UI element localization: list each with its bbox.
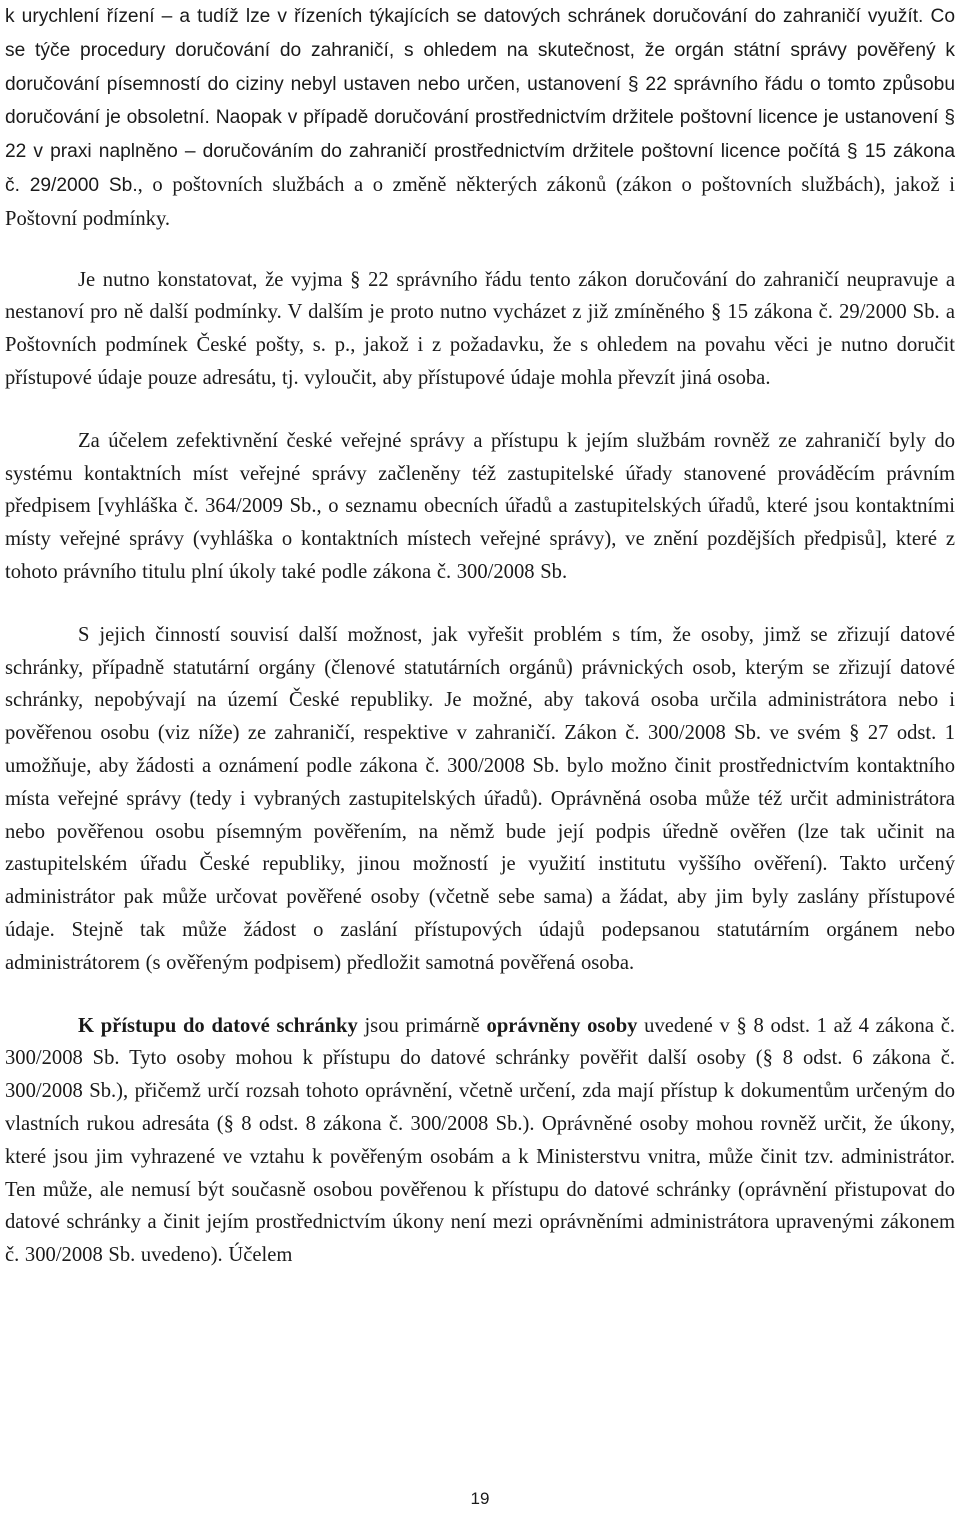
paragraph-fragment: uvedené v § 8 odst. 1 až 4 zákona č. 300/2008 Sb. Tyto osoby mohou k přístupu do datové schránky pověřit další osoby (§ 8 odst. 6 zákona č. 300/2008 Sb.), přičemž určí rozsah tohoto oprávnění, včetně určení, zda mají přístup k dokumentům určeným do vlastních rukou adresáta (§ 8 odst. 8 zákona č. 300/2008 Sb.). Oprávněné osoby mohou rovněž určit, že úkony, které jsou jim vyhrazené ve vztahu k pověřeným osobám a k Ministerstvu vnitra, může činit tzv. administrátor. Ten může, ale nemusí být současně osobou pověřenou k přístupu do datové schránky (oprávnění přistupovat do datové schránky a činit jejím prostřednictvím úkony není mezi oprávněními administrátora upravenými zákonem č. 300/2008 Sb. uvedeno). Účelem (5, 1014, 955, 1267)
paragraph-embassies: Za účelem zefektivnění české veřejné správy a přístupu k jejím službám rovněž ze zahraničí byly do systému kontaktních míst veřejné správy začleněny též zastupitelské úřady stanovené prováděcím právním předpisem [vyhláška č. 364/2009 Sb., o seznamu obecních úřadů a zastupitelských úřadů, které jsou kontaktními místy veřejné správy (vyhláška o kontaktních místech veřejné správy), ve znění pozdějších předpisů], které z tohoto právního titulu plní úkoly také podle zákona č. 300/2008 Sb. (5, 429, 955, 583)
paragraph-fragment: jsou primárně (357, 1014, 487, 1037)
paragraph-access-rights (5, 1010, 955, 1272)
paragraph-fragment: Co se týče procedury doručování do zahraničí, s ohledem na skutečnost, že orgán státní správy pověřený k doručování písemností do ciziny nebyl ustaven nebo určen, ustanovení § 22 správního řádu o tomto způsobu doručování je obsoletní. Naopak v případě doručování prostřednictvím držitele poštovní licence je ustanovení § 22 v praxi naplněno – doručováním do zahraničí prostřednictvím držitele poštovní licence počítá § 15 zákona č. 29/2000 Sb. (5, 6, 955, 196)
paragraph-fragment: , o poštovních službách a o změně některých zákonů (zákon o poštovních službách), jakož i Poštovní podmínky. (5, 173, 955, 230)
paragraph-postal-delivery (5, 0, 955, 236)
bold-term: K přístupu do datové schránky (78, 1014, 358, 1037)
bold-term: oprávněny osoby (486, 1014, 638, 1037)
paragraph-foreign-delivery: Je nutno konstatovat, že vyjma § 22 správního řádu tento zákon doručování do zahraničí neupravuje a nestanoví pro ně další podmínky. V dalším je proto nutno vycházet z již zmíněného § 15 zákona č. 29/2000 Sb. a Poštovních podmínek České pošty, s. p., jakož i z požadavku, že s ohledem na povahu věci je nutno doručit přístupové údaje pouze adresátu, tj. vyloučit, aby přístupové údaje mohla převzít jiná osoba. (5, 268, 955, 389)
paragraph-fragment: k urychlení řízení – a tudíž lze v řízeních týkajících se datových schránek doručování do zahraničí využít. (5, 6, 931, 27)
paragraph-administrator: S jejich činností souvisí další možnost, jak vyřešit problém s tím, že osoby, jimž se zřizují datové schránky, případně statutární orgány (členové statutárních orgánů) právnických osob, kterým se zřizují datové schránky, nepobývají na území České republiky. Je možné, aby taková osoba určila administrátora nebo i pověřenou osobu (viz níže) ze zahraničí, respektive v zahraničí. Zákon č. 300/2008 Sb. ve svém § 27 odst. 1 umožňuje, aby žádosti a oznámení podle zákona č. 300/2008 Sb. bylo možno činit prostřednictvím kontaktního místa veřejné správy (tedy i vybraných zastupitelských úřadů). Oprávněná osoba může též určit administrátora nebo pověřenou osobu písemným pověřením, na němž bude její podpis úředně ověřen (lze tak učinit na zastupitelském úřadu České republiky, jinou možností je využití institutu vyššího ověření). Takto určený administrátor pak může určovat pověřené osoby (včetně sebe sama) a žádat, aby jim byly zaslány přístupové údaje. Stejně tak může žádost o zaslání přístupových údajů podepsanou statutárním orgánem nebo administrátorem (s ověřeným podpisem) předložit samotná pověřená osoba. (5, 623, 955, 974)
document-page (5, 0, 955, 1272)
page-number: 19 (470, 1489, 490, 1508)
